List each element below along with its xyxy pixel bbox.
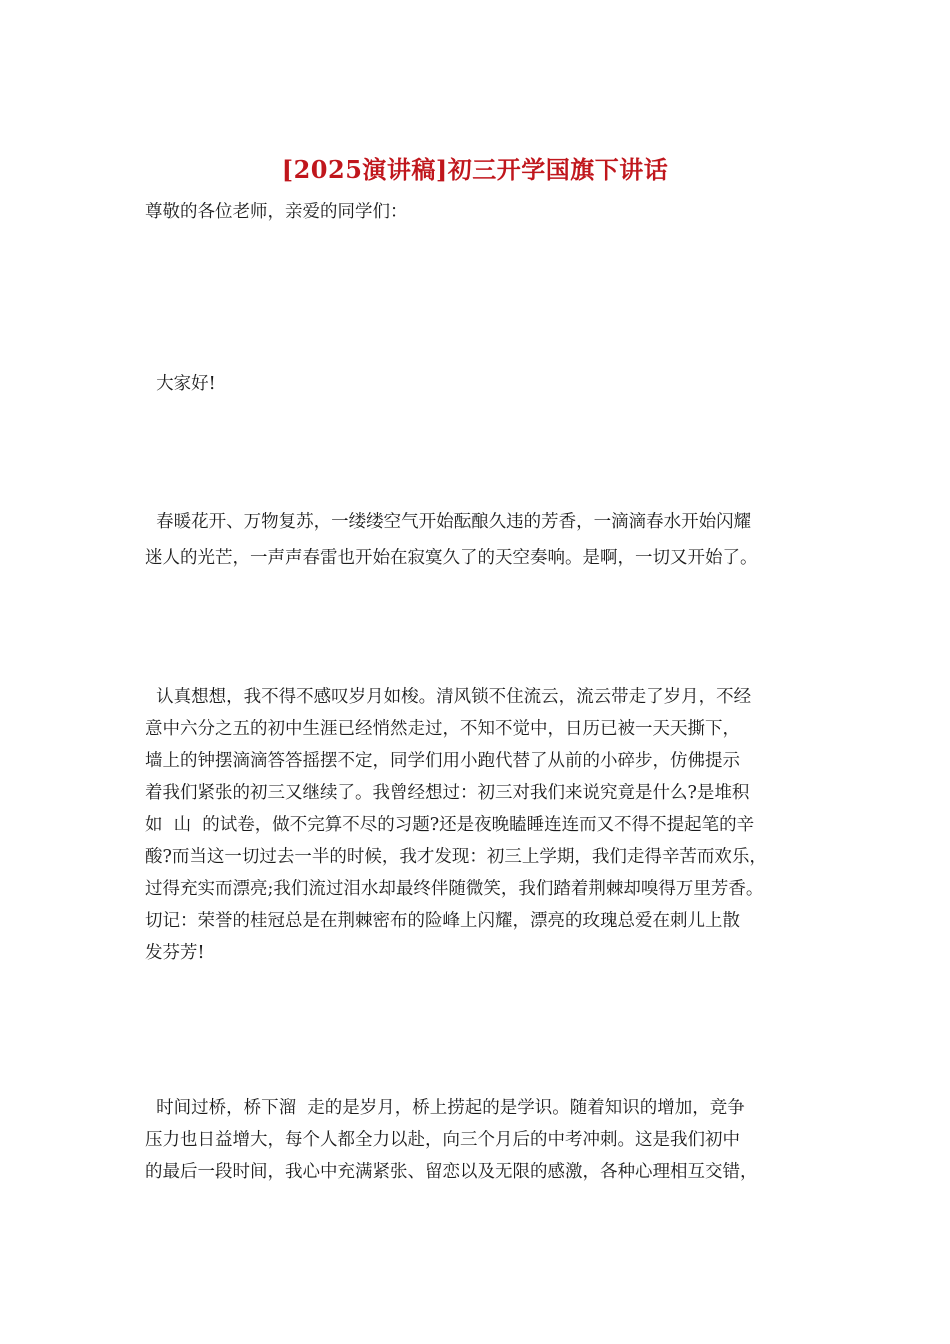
greeting: 大家好! [145,374,216,394]
paragraph-2-line-8: 切记：荣誉的桂冠总是在荆棘密布的险峰上闪耀，漂亮的玫瑰总爱在刺儿上散 [145,911,740,931]
paragraph-2-line-5: 如 山 的试卷，做不完算不尽的习题?还是夜晚瞌睡连连而又不得不提起笔的辛 [145,815,755,835]
paragraph-2-line-2: 意中六分之五的初中生涯已经悄然走过，不知不觉中，日历已被一天天撕下， [145,719,740,739]
paragraph-3-line-1: 时间过桥，桥下溜 走的是岁月，桥上捞起的是学识。随着知识的增加，竞争 [145,1098,745,1118]
document-title: [2025演讲稿]初三开学国旗下讲话 [281,155,669,184]
paragraph-3-line-2: 压力也日益增大，每个人都全力以赴，向三个月后的中考冲刺。这是我们初中 [145,1130,740,1150]
paragraph-2-line-9: 发芬芳! [145,943,205,963]
paragraph-2-line-7: 过得充实而漂亮;我们流过泪水却最终伴随微笑，我们踏着荆棘却嗅得万里芳香。 [145,879,764,899]
paragraph-2-line-1: 认真想想，我不得不感叹岁月如梭。清风锁不住流云，流云带走了岁月，不经 [145,687,752,707]
salutation: 尊敬的各位老师，亲爱的同学们： [145,202,408,222]
paragraph-1-line-1: 春暖花开、万物复苏，一缕缕空气开始酝酿久违的芳香，一滴滴春水开始闪耀 [145,512,752,532]
paragraph-2-line-3: 墙上的钟摆滴滴答答摇摆不定，同学们用小跑代替了从前的小碎步，仿佛提示 [145,751,740,771]
paragraph-2-line-4: 着我们紧张的初三又继续了。我曾经想过：初三对我们来说究竟是什么?是堆积 [145,783,750,803]
paragraph-3-line-3: 的最后一段时间，我心中充满紧张、留恋以及无限的感激，各种心理相互交错， [145,1162,758,1182]
paragraph-1-line-2: 迷人的光芒，一声声春雷也开始在寂寞久了的天空奏响。是啊，一切又开始了。 [145,548,758,568]
paragraph-2-line-6: 酸?而当这一切过去一半的时候，我才发现：初三上学期，我们走得辛苦而欢乐， [145,847,767,867]
